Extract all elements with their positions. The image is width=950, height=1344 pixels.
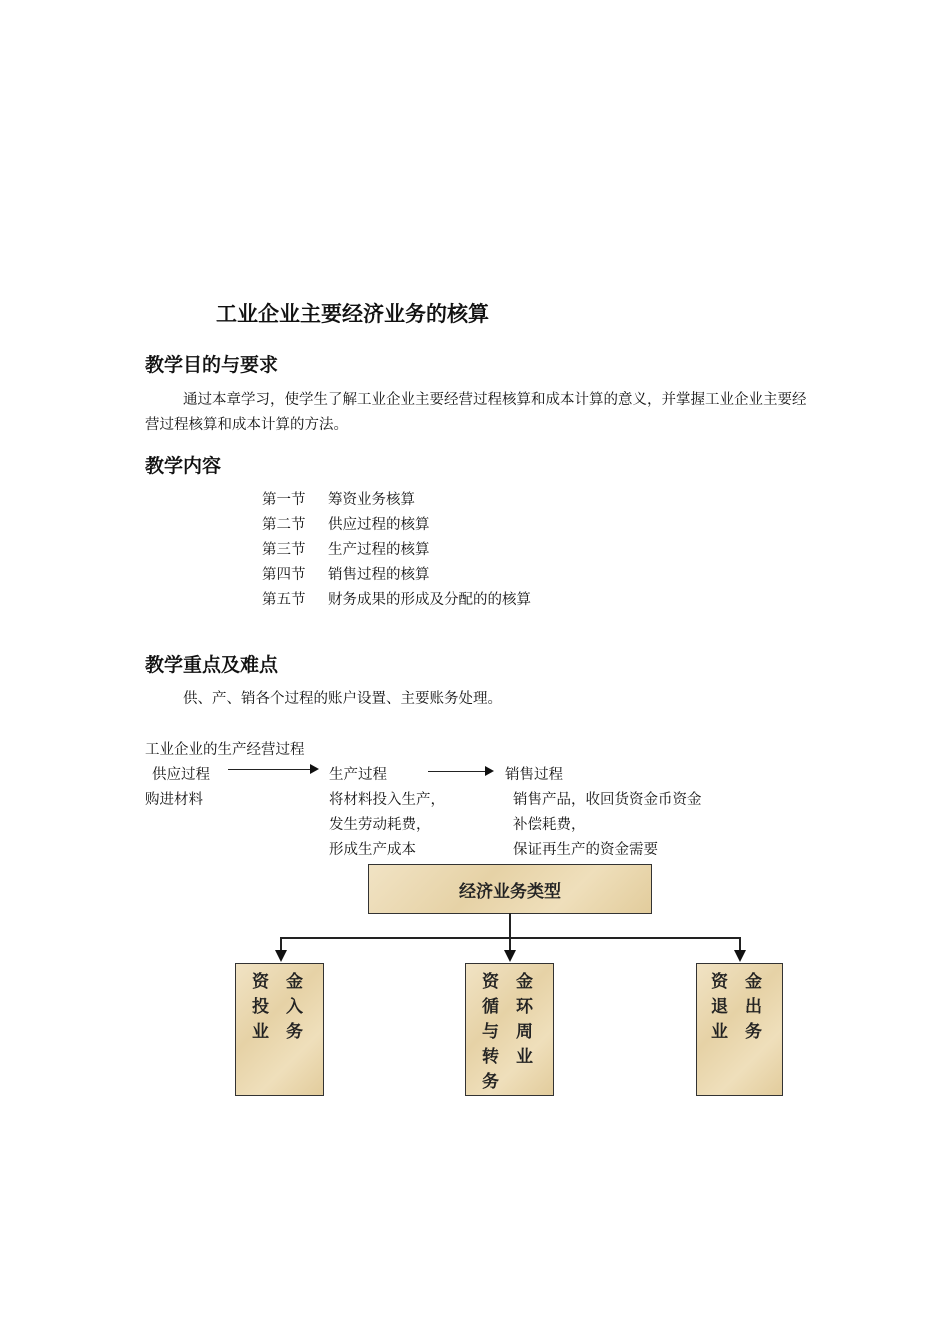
content-item: 第一节 筹资业务核算 <box>262 492 415 508</box>
desc-sales: 补偿耗费， <box>513 817 586 833</box>
desc-sales: 保证再生产的资金需要 <box>513 842 658 858</box>
keypoints-text: 供、产、销各个过程的账户设置、主要账务处理。 <box>183 691 502 707</box>
content-item: 第五节 财务成果的形成及分配的的核算 <box>262 592 531 608</box>
arrow-down-icon <box>504 950 516 962</box>
process-label: 工业企业的生产经营过程 <box>145 742 305 758</box>
desc-production: 发生劳动耗费， <box>329 817 431 833</box>
desc-sales: 销售产品，收回货资金币资金 <box>513 792 702 808</box>
content-item: 第二节 供应过程的核算 <box>262 517 430 533</box>
connector-line <box>509 937 511 951</box>
page-title: 工业企业主要经济业务的核算 <box>216 302 489 326</box>
content-item: 第三节 生产过程的核算 <box>262 542 430 558</box>
connector-line <box>739 937 741 951</box>
stage-sales: 销售过程 <box>505 767 563 783</box>
stage-supply: 供应过程 <box>152 767 210 783</box>
arrow-head-icon <box>485 766 494 776</box>
desc-production: 将材料投入生产， <box>329 792 445 808</box>
arrow-production-to-sales <box>428 771 486 772</box>
stage-production: 生产过程 <box>329 767 387 783</box>
keypoints-heading: 教学重点及难点 <box>145 654 279 676</box>
diagram-box-outflow: 资 退 业 金 出 务 <box>696 963 783 1096</box>
connector-line <box>509 913 511 937</box>
content-heading: 教学内容 <box>145 455 222 477</box>
content-item: 第四节 销售过程的核算 <box>262 567 430 583</box>
connector-line <box>280 937 282 951</box>
arrow-supply-to-production <box>228 769 311 770</box>
diagram-box-inflow: 资 投 业 金 入 务 <box>235 963 324 1096</box>
arrow-head-icon <box>310 764 319 774</box>
objectives-text: 通过本章学习，使学生了解工业企业主要经营过程核算和成本计算的意义，并掌握工业企业主要经营过程核算和成本计算的方法。 <box>145 392 807 433</box>
arrow-down-icon <box>734 950 746 962</box>
arrow-down-icon <box>275 950 287 962</box>
diagram-root-box: 经济业务类型 <box>368 864 652 914</box>
desc-supply: 购进材料 <box>145 792 203 808</box>
desc-production: 形成生产成本 <box>329 842 416 858</box>
objectives-heading: 教学目的与要求 <box>145 354 279 376</box>
diagram-box-circulation: 资 循 与 转 务 金 环 周 业 <box>465 963 554 1096</box>
